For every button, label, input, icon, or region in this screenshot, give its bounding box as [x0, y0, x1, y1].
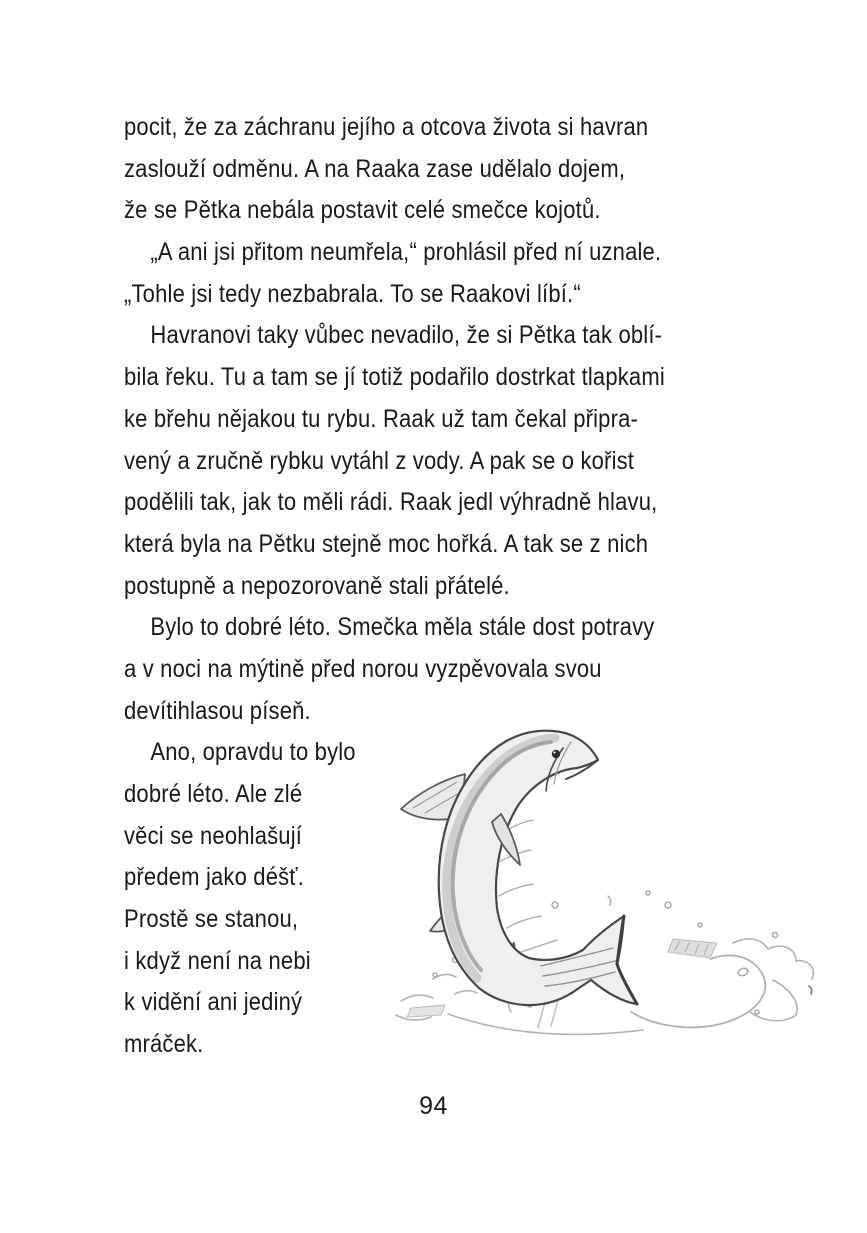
text-line: ke břehu nějakou tu rybu. Raak už tam čekal připra-	[124, 404, 639, 433]
fish-eye-icon	[552, 750, 560, 758]
text-line: vený a zručně rybku vytáhl z vody. A pak se o kořist	[124, 446, 635, 475]
text-line: mráček.	[124, 1030, 204, 1059]
text-line: postupně a nepozorovaně stali přátelé.	[124, 571, 510, 600]
text-line: která byla na Pětku stejně moc hořká. A tak se z nich	[124, 529, 649, 558]
text-line: věci se neohlašují	[124, 821, 303, 850]
text-line: pocit, že za záchranu jejího a otcova života si havran	[124, 113, 649, 141]
text-line: a v noci na mýtině před norou vyzpěvovala svou	[124, 654, 602, 683]
page-number: 94	[419, 1092, 448, 1120]
text-line: k vidění ani jediný	[124, 988, 303, 1017]
text-line: dobré léto. Ale zlé	[124, 780, 303, 808]
text-line: Havranovi taky vůbec nevadilo, že si Pětka tak oblí-	[150, 321, 663, 350]
text-line: zaslouží odměnu. A na Raaka zase udělalo dojem,	[124, 154, 626, 183]
text-line: bila řeku. Tu a tam se jí totiž podařilo dostrkat tlapkami	[124, 363, 665, 392]
text-line: podělili tak, jak to měli rádi. Raak jedl výhradně hlavu,	[124, 488, 658, 517]
text-line: „A ani jsi přitom neumřela,“ prohlásil před ní uznale.	[150, 238, 662, 267]
text-line: Ano, opravdu to bylo	[150, 738, 356, 767]
text-line: „Tohle jsi tedy nezbabrala. To se Raakovi líbí.“	[124, 279, 581, 308]
leaping-fish-illustration	[393, 712, 818, 1057]
text-line: předem jako déšť.	[124, 863, 305, 892]
text-line: Prostě se stanou,	[124, 905, 299, 934]
text-line: devítihlasou píseň.	[124, 696, 311, 725]
text-line: Bylo to dobré léto. Smečka měla stále dost potravy	[150, 613, 655, 642]
text-line: i když není na nebi	[124, 946, 311, 975]
fish-body-icon	[439, 731, 637, 1005]
text-line: že se Pětka nebála postavit celé smečce kojotů.	[124, 196, 601, 225]
